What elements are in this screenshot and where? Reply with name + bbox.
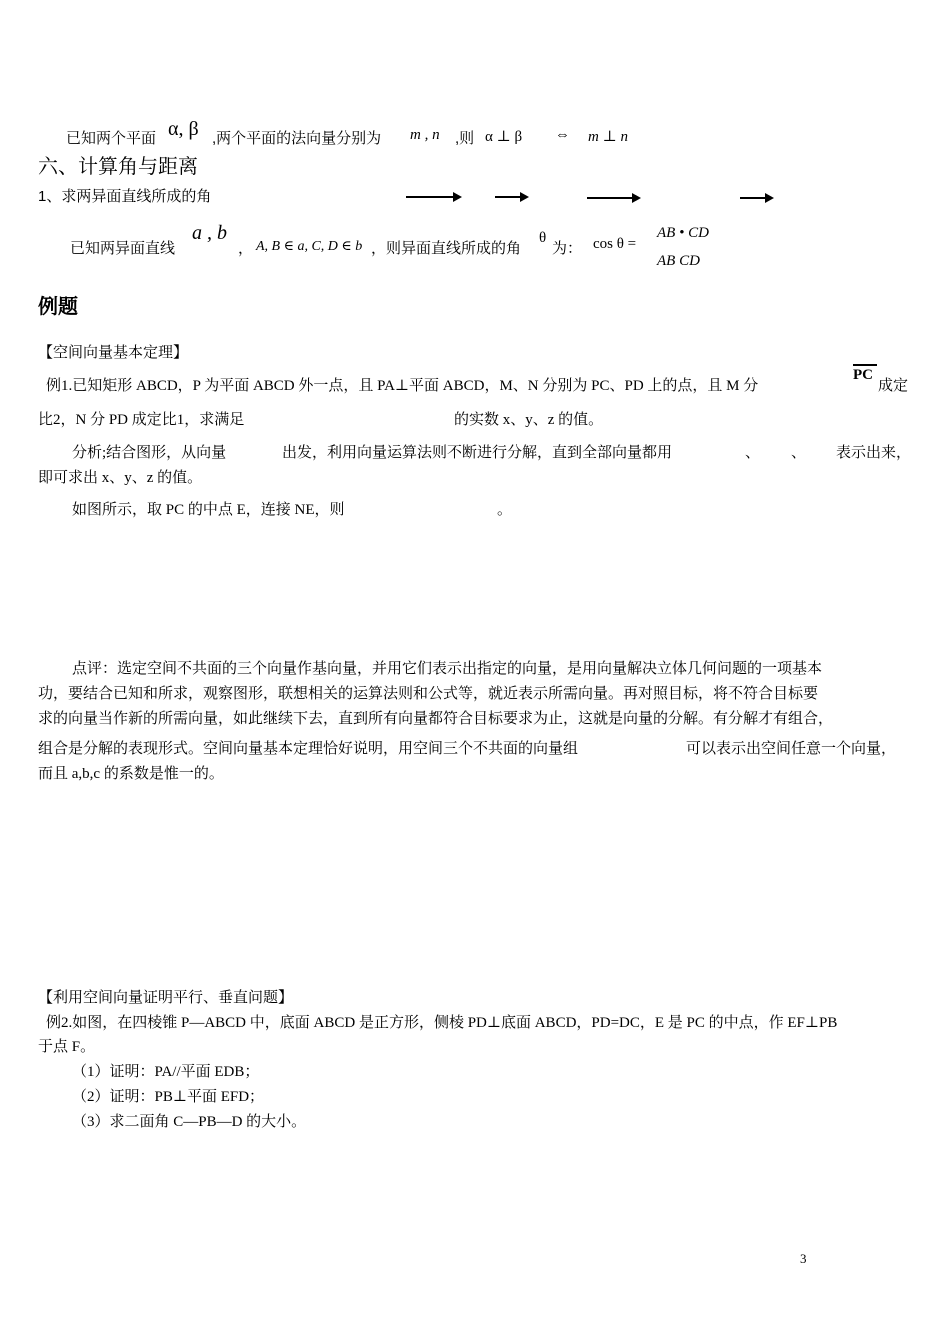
line1-prefix: 已知两个平面: [66, 130, 157, 147]
comment-line3: 求的向量当作新的所需向量，如此继续下去，直到所有向量都符合目标要求为止，这就是向量的分解。有分解才有组合，: [38, 711, 834, 727]
example2-line2: 于点 F。: [38, 1039, 96, 1055]
comment-line4a: 组合是分解的表现形式。空间向量基本定理恰好说明，用空间三个不共面的向量组: [38, 741, 579, 757]
figure-text: 如图所示，取 PC 的中点 E，连接 NE，则: [72, 502, 345, 518]
question-2: （2）证明：PB⊥平面 EFD；: [72, 1089, 265, 1105]
subsection-title: 1、求两异面直线所成的角: [38, 188, 212, 205]
line1-then: ,则: [455, 130, 475, 147]
section-title: 六、计算角与距离: [38, 156, 198, 178]
line1-middle: ,两个平面的法向量分别为: [212, 130, 382, 147]
line3-prefix: 已知两异面直线: [70, 240, 176, 257]
theta-symbol: θ: [539, 230, 547, 246]
analysis-d: 、: [791, 445, 807, 461]
page-number: 3: [800, 1251, 807, 1266]
figure-text-end: 。: [497, 502, 513, 518]
example1-line1: 例1.已知矩形 ABCD，P 为平面 ABCD 外一点，且 PA⊥平面 ABCD，M、N 分别为 PC、PD 上的点，且 M 分: [46, 378, 759, 394]
example1-line1-end: 成定: [878, 378, 909, 394]
question-3: （3）求二面角 C—PB—D 的大小。: [72, 1114, 307, 1130]
line1-vecs: m , n: [410, 127, 440, 143]
analysis-e: 表示出来，: [836, 445, 912, 461]
fraction-numerator: AB • CD: [657, 225, 709, 241]
vector-arrow-cd-den: [740, 197, 772, 199]
question-1: （1）证明：PA//平面 EDB；: [72, 1064, 260, 1080]
analysis-a: 分析;结合图形，从向量: [72, 445, 227, 461]
line3-condition: A, B ∈ a, C, D ∈ b: [256, 239, 363, 254]
analysis-line2: 即可求出 x、y、z 的值。: [38, 470, 203, 486]
line3-lines: a , b: [192, 222, 227, 244]
fraction-denominator: AB CD: [657, 253, 700, 269]
analysis-b: 出发，利用向量运算法则不断进行分解，直到全部向量都用: [282, 445, 673, 461]
comment-line4b: 可以表示出空间任意一个向量，: [686, 741, 897, 757]
vector-arrow-ab-num: [406, 196, 460, 198]
block2-heading: 【利用空间向量证明平行、垂直问题】: [38, 990, 294, 1006]
line1-formula-right: m ⊥ n: [588, 129, 628, 145]
line3-comma: ，: [238, 240, 254, 257]
line3-suffix: ，则异面直线所成的角: [371, 240, 522, 257]
line1-formula-left: α ⊥ β: [485, 129, 523, 145]
examples-title: 例题: [38, 296, 78, 318]
vector-arrow-ab-den: [587, 197, 639, 199]
comment-line5: 而且 a,b,c 的系数是惟一的。: [38, 766, 224, 782]
line3-wei: 为：: [552, 240, 583, 257]
line1-iff: ⇔: [555, 127, 570, 143]
vector-bar-pc: [853, 364, 877, 366]
comment-line1: 点评：选定空间不共面的三个向量作基向量，并用它们表示出指定的向量，是用向量解决立体几何问题的一项基本: [72, 661, 823, 677]
cos-label: cos θ =: [593, 236, 637, 252]
example2-line1: 例2.如图，在四棱锥 P—ABCD 中，底面 ABCD 是正方形，侧棱 PD⊥底面 ABCD，PD=DC，E 是 PC 的中点，作 EF⊥PB: [46, 1015, 838, 1031]
analysis-c: 、: [745, 445, 761, 461]
vector-arrow-cd-num: [495, 196, 527, 198]
example1-line2b: 的实数 x、y、z 的值。: [454, 412, 604, 428]
line1-greek: α, β: [168, 118, 199, 140]
vector-pc: PC: [853, 367, 873, 383]
example1-line2a: 比2，N 分 PD 成定比1，求满足: [38, 412, 245, 428]
comment-line2: 功，要结合已知和所求，观察图形，联想相关的运算法则和公式等，就近表示所需向量。再对照目标，将不符合目标要: [38, 686, 819, 702]
block1-heading: 【空间向量基本定理】: [38, 345, 189, 361]
